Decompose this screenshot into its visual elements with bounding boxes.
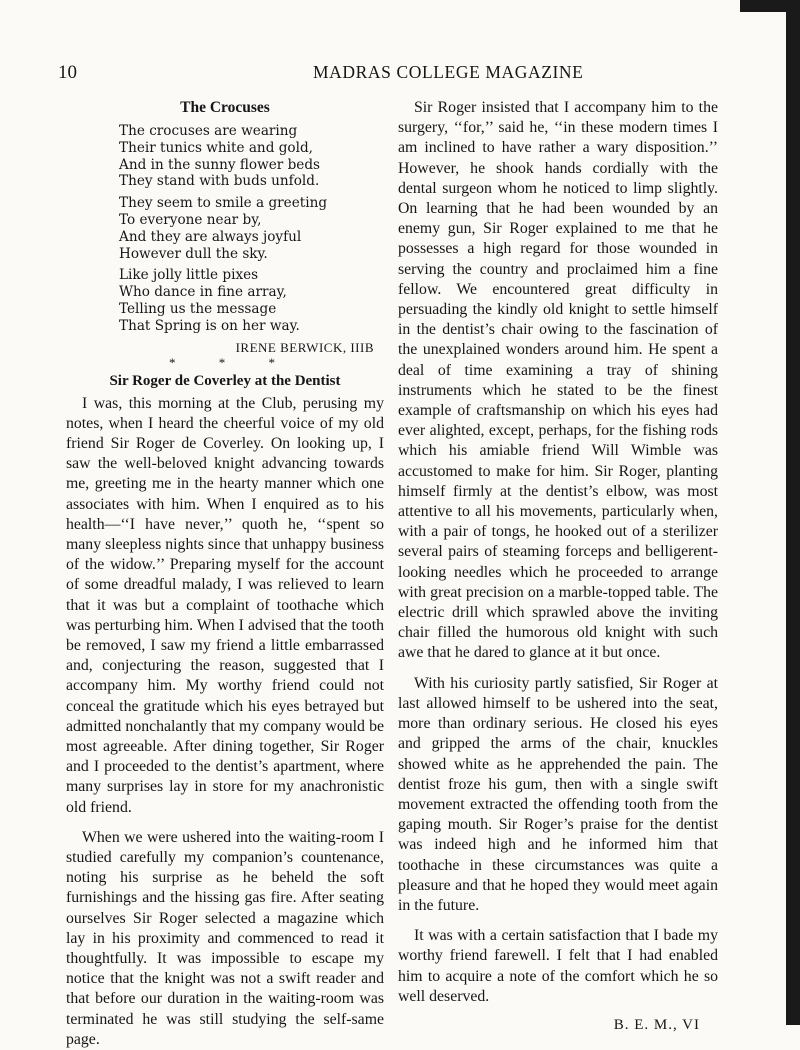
poem-line: That Spring is on her way.: [119, 317, 300, 334]
essay-title: Sir Roger de Coverley at the Dentist: [109, 372, 341, 389]
poem-line: Their tunics white and gold,: [119, 139, 313, 156]
poem-stanza: [119, 267, 384, 334]
page-number: 10: [58, 62, 77, 83]
poem-line: The crocuses are wearing: [119, 123, 298, 139]
poem-line: To everyone near by,: [119, 211, 262, 228]
left-column: [66, 96, 384, 1050]
page-corner-shadow: [740, 0, 800, 12]
poem-line: Like jolly little pixes: [119, 267, 259, 284]
essay-paragraph: I was, this morning at the Club, perusing my notes, when I heard the cheerful voice of my old friend Sir Roger de Coverley. On looking up, I saw the well-beloved knight advancing towards me, greeting me in the hearty manner which one associates with him. When I enquired as to his health—‘‘I have never,’’ quoth he, ‘‘spent so many sleepless nights since that unhappy business of the widow.’’ Preparing myself for the account of some dreadful malady, I was relieved to learn that it was but a complaint of toothache which was perturbing him. When I advised that the tooth be removed, I saw my friend a little embarrassed and, conjecturing the reason, suggested that I accompany him. My worthy friend could not conceal the gratitude which his eyes betrayed but admitted nonchalantly that my company would be most agreeable. After dining together, Sir Roger and I proceeded to the dentist’s apartment, where many surprises lay in store for my anachronistic old friend.: [66, 394, 384, 816]
poem-line: Telling us the message: [119, 300, 277, 317]
magazine-title: MADRAS COLLEGE MAGAZINE: [313, 62, 584, 82]
poem-title: The Crocuses: [180, 99, 270, 116]
poem-line: They stand with buds unfold.: [119, 173, 320, 190]
poem-line: However dull the sky.: [119, 245, 268, 262]
section-separator: * * *: [169, 354, 295, 370]
poem-author: IRENE BERWICK, IIIB: [235, 339, 374, 355]
poem-stanza: [119, 123, 384, 190]
essay-signature: B. E. M., VI: [613, 1016, 700, 1033]
poem-line: And they are always joyful: [119, 228, 302, 245]
poem-line: And in the sunny flower beds: [119, 156, 321, 173]
right-column: [398, 96, 718, 1034]
poem-stanza: [119, 195, 384, 262]
poem-line: Who dance in fine array,: [119, 284, 287, 301]
essay-paragraph: When we were ushered into the waiting-room I studied carefully my companion’s countenance, noting his surprise as he beheld the soft furnishings and the hissing gas fire. After seating ourselves Sir Roger selected a magazine which lay in his proximity and commenced to read it thoughtfully. It was impossible to escape my notice that the knight was not a swift reader and that before our duration in the waiting-room was terminated he was still studying the self-same page.: [66, 828, 384, 1048]
essay-paragraph: With his curiosity partly satisfied, Sir Roger at last allowed himself to be ushered into the seat, more than ordinary serious. He closed his eyes and gripped the arms of the chair, knuckles showed white as he apprehended the pain. The dentist froze his gum, then with a single swift movement extracted the offending tooth from the gaping mouth. Sir Roger’s praise for the dentist was indeed high and he informed him that toothache in these circumstances was quite a pleasure and that he hoped they would meet again in the future.: [398, 674, 718, 914]
essay-paragraph: It was with a certain satisfaction that I bade my worthy friend farewell. I felt that I had enabled him to acquire a note of the comfort which he so well deserved.: [398, 927, 718, 1005]
page-edge-shadow: [786, 0, 800, 1025]
page-header: [58, 62, 738, 88]
poem-body: [66, 123, 384, 335]
poem-line: They seem to smile a greeting: [119, 195, 328, 212]
essay-paragraph: Sir Roger insisted that I accompany him to the surgery, ‘‘for,’’ said he, ‘‘in these modern times I am inclined to have rather a wary disposition.’’ However, he shook hands cordially with the dental surgeon whom he noticed to limp slightly. On learning that he had been wounded by an enemy gun, Sir Roger explained to me that he possesses a high regard for those wounded in serving the country and proclaimed him a fine fellow. We encountered great difficulty in persuading the kindly old knight to settle himself in the dentist’s chair owing to the fascination of the unexplained wonders around him. He spent a deal of time examining a tray of shining instruments which he stated to be the finest example of craftsmanship on which his eyes had ever alighted, except, perhaps, for the fishing rods which his amiable friend Will Wimble was accustomed to make for him. Sir Roger, planting himself firmly at the dentist’s elbow, was most attentive to all his movements, particularly when, with a pair of tongs, he hooked out of a sterilizer several pairs of steaming forceps and belligerent-looking needles which he proceeded to arrange with great precision on a marble-topped table. The electric drill which sprawled above the inviting chair filled the humorous old knight with such awe that he dared to glance at it but once.: [398, 99, 718, 662]
